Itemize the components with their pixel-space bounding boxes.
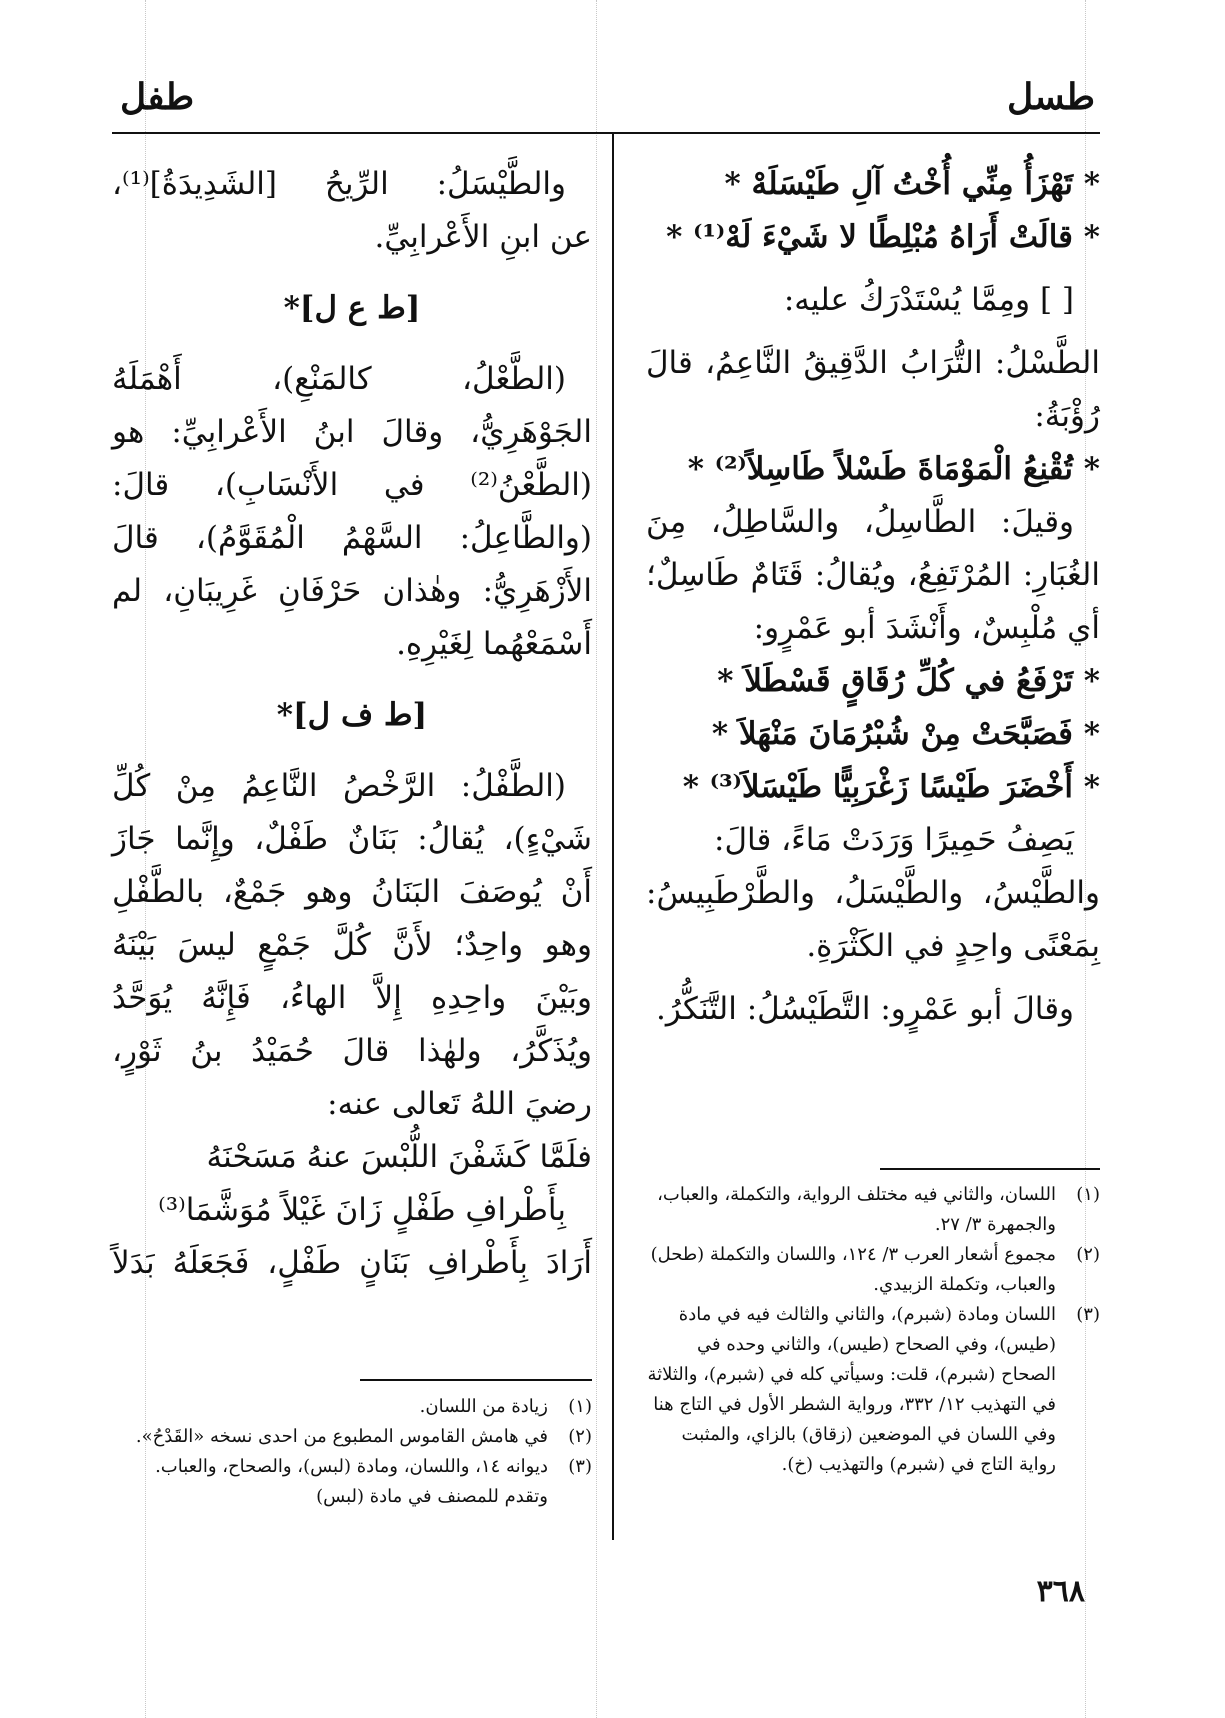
footnote: [646, 1300, 1100, 1480]
footnote-text: اللسان ومادة (شبرم)، والثاني والثالث فيه في مادة (طيس)، وفي الصحاح (طيس)، والثاني وحده في الصحاح (شبرم)، قلت: وسيأتي كله في (شبرم)، والثلاثة في التهذيب ١٢/ ٣٣٢، ورواية الشطر الأول في التاج هنا وفي اللسان في الموضعين (زقاق) بالزاي، والمثبت رواية التاج في (شبرم) والتهذيب (خ).: [647, 1304, 1056, 1475]
footnote-number: (٣): [1076, 1304, 1100, 1325]
footnote: [112, 1422, 592, 1452]
text-line: الأَزْهَرِيُّ: وهٰذان حَرْفَانِ غَرِيبَانِ، لم: [112, 573, 592, 609]
entry-heading: [ط ع ل]*: [283, 290, 421, 326]
footnote-text: ديوانه ١٤، واللسان، ومادة (لبس)، والصحاح، والعباب. وتقدم للمصنف في مادة (لبس): [155, 1456, 548, 1507]
text-line: الجَوْهَرِيُّ، وقالَ ابنُ الأَعْرابِيِّ: هو: [112, 414, 592, 450]
verse-line: * تَرْفَعُ في كُلِّ رُقَاقٍ قَسْطَلاَ *: [717, 663, 1100, 699]
footnote-number: (٣): [568, 1456, 592, 1477]
verse-line: * قالَتْ أَرَاهُ مُبْلِطًا لا شَيْءَ لَهْ⁽¹⁾ *: [666, 219, 1100, 255]
text-line: وقالَ أبو عَمْرٍو: التَّطَيْسُلُ: التَّنَكُّرُ.: [656, 991, 1074, 1027]
footnote-rule: [880, 1168, 1100, 1170]
footnote: [646, 1180, 1100, 1240]
text-line: وبَيْنَ واحِدِهِ إِلاَّ الهاءُ، فَإِنَّهُ يُوَحَّدُ: [112, 980, 592, 1016]
text-line: ويُذَكَّرُ، ولهٰذا قالَ حُمَيْدُ بنُ ثَوْرٍ،: [112, 1033, 592, 1069]
text-line: [ ] ومِمَّا يُسْتَدْرَكُ عليه:: [783, 282, 1074, 318]
text-line: عن ابنِ الأَعْرابِيِّ.: [374, 219, 592, 255]
verse-line: * أَخْضَرَ طَيْسًا زَغْرَبِيًّا طَيْسَلاَ⁽³⁾ *: [682, 769, 1100, 805]
column-divider: [612, 132, 614, 1540]
text-line: بِمَعْنًى واحِدٍ في الكَثْرَةِ.: [806, 928, 1100, 964]
footnote-number: (١): [568, 1396, 592, 1417]
text-line: (الطَّعْنُ⁽²⁾ في الأَنْسَابِ)، قالَ:: [112, 467, 592, 503]
left-column: [112, 158, 592, 1290]
running-head-left: طفل: [120, 76, 195, 118]
page-number: ٣٦٨: [1036, 1574, 1085, 1609]
footnote-text: مجموع أشعار العرب ٣/ ١٢٤، واللسان والتكملة (طحل) والعباب، وتكملة الزبيدي.: [650, 1244, 1056, 1295]
footnote-number: (١): [1076, 1184, 1100, 1205]
verse-line: * تُقْنِعُ الْمَوْمَاةَ طَسْلاً طَاسِلاً⁽²⁾ *: [687, 451, 1100, 487]
text-line: رُؤْبَةُ:: [1034, 398, 1100, 434]
text-line: وقيلَ: الطَّاسِلُ، والسَّاطِلُ، مِنَ: [646, 504, 1074, 540]
footnote-text: زيادة من اللسان.: [419, 1396, 548, 1417]
entry-heading: [ط ف ل]*: [276, 697, 428, 733]
footnote-number: (٢): [568, 1426, 592, 1447]
text-line: الغُبَارِ: المُرْتَفِعُ، ويُقالُ: قَتَامٌ طَاسِلٌ؛: [646, 557, 1100, 593]
footnote-number: (٢): [1076, 1244, 1100, 1265]
text-line: وهو واحِدٌ؛ لأَنَّ كُلَّ جَمْعٍ ليسَ بَيْنَهُ: [112, 927, 592, 963]
text-line: يَصِفُ حَمِيرًا وَرَدَتْ مَاءً، قالَ:: [714, 822, 1074, 858]
verse-line: * فَصَبَّحَتْ مِنْ شُبْرُمَانَ مَنْهَلاَ *: [711, 716, 1100, 752]
verse-line: * تَهْزَأُ مِنِّي أُخْتُ آلِ طَيْسَلَهْ *: [724, 166, 1100, 202]
text-line: (والطَّاعِلُ: السَّهْمُ الْمُقَوَّمُ)، قالَ: [112, 520, 592, 556]
footnote: [646, 1240, 1100, 1300]
text-line: أَسْمَعْهُما لِغَيْرِهِ.: [396, 626, 592, 662]
footnote: [112, 1392, 592, 1422]
text-line: (الطَّفْلُ: الرَّخْصُ النَّاعِمُ مِنْ كُلِّ: [112, 768, 566, 804]
text-line: (الطَّعْلُ، كالمَنْعِ)، أَهْمَلَهُ: [112, 361, 566, 397]
scan-guide-line: [596, 0, 597, 1718]
footnotes-right: [646, 1180, 1100, 1480]
verse-line: بِأَطْرافِ طَفْلٍ زَانَ غَيْلاً مُوَشَّمَا⁽³⁾: [158, 1192, 566, 1228]
text-line: الطَّسْلُ: التُّرَابُ الدَّقِيقُ النَّاعِمُ، قالَ: [646, 345, 1100, 381]
footnote-text: اللسان، والثاني فيه مختلف الرواية، والتكملة، والعباب، والجمهرة ٣/ ٢٧.: [657, 1184, 1056, 1235]
text-line: أَنْ يُوصَفَ البَنَانُ وهو جَمْعٌ، بالطَّفْلِ: [112, 874, 592, 910]
footnote: [112, 1452, 592, 1512]
footnote-rule: [360, 1379, 592, 1381]
footnotes-left: [112, 1392, 592, 1512]
text-line: أَرَادَ بِأَطْرافِ بَنَانٍ طَفْلٍ، فَجَعَلَهُ بَدَلاً: [112, 1245, 592, 1281]
header-rule: [112, 132, 1100, 134]
text-line: أي مُلْبِسٌ، وأَنْشَدَ أبو عَمْرٍو:: [753, 610, 1100, 646]
text-line: والطَّيْسَلُ: الرِّيحُ [الشَدِيدَةُ]⁽¹⁾،: [112, 166, 566, 202]
text-line: والطَّيْسُ، والطَّيْسَلُ، والطَّرْطَبِيسُ:: [646, 875, 1100, 911]
right-column: [646, 158, 1100, 1036]
verse-line: فلَمَّا كَشَفْنَ اللُّبْسَ عنهُ مَسَحْنَهُ: [206, 1139, 592, 1175]
footnote-text: في هامش القاموس المطبوع من احدى نسخه «القَدْحُ».: [135, 1426, 548, 1447]
text-line: رضيَ اللهُ تَعالى عنه:: [327, 1086, 592, 1122]
text-line: شَيْءٍ)، يُقالُ: بَنَانٌ طَفْلٌ، وإِنَّما جَازَ: [112, 821, 592, 857]
running-head-right: طسل: [1006, 76, 1095, 118]
